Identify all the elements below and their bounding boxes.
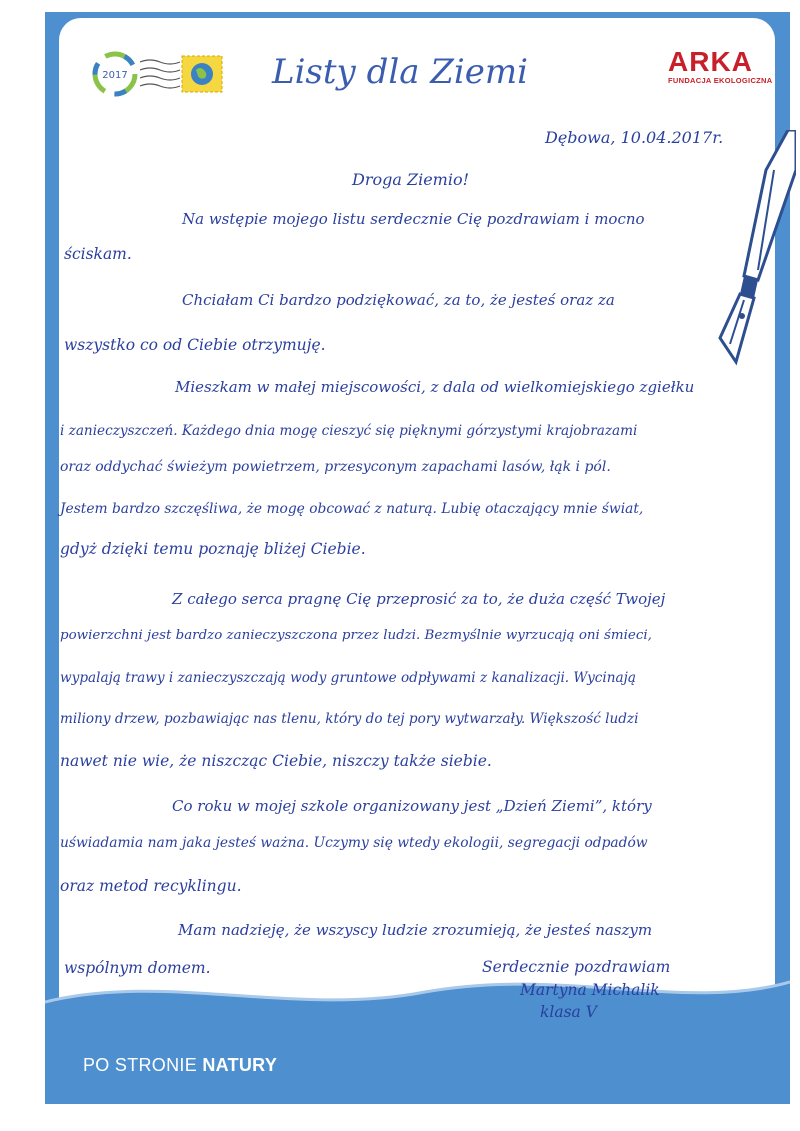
letter-line: wypalają trawy i zanieczyszczają wody gruntowe odpływami z kanalizacji. Wycinają <box>60 670 636 686</box>
letter-line: uświadamia nam jaka jesteś ważna. Uczymy się wtedy ekologii, segregacji odpadów <box>60 835 648 851</box>
letter-line: powierzchni jest bardzo zanieczyszczona przez ludzi. Bezmyślnie wyrzucają oni śmieci, <box>60 628 652 643</box>
letter-title: Listy dla Ziemi <box>271 52 529 92</box>
salutation: Droga Ziemio! <box>352 170 470 189</box>
letter-line: miliony drzew, pozbawiając nas tlenu, który do tej pory wytwarzały. Większość ludzi <box>60 711 639 727</box>
arka-logo-text: ARKA <box>668 46 753 77</box>
footer-slogan-part1: PO STRONIE <box>83 1055 203 1075</box>
letter-line: gdyż dzięki temu poznaję bliżej Ciebie. <box>60 540 366 558</box>
letter-line: Z całego serca pragnę Cię przeprosić za to, że duża część Twojej <box>172 590 666 608</box>
letter-line: Jestem bardzo szczęśliwa, że mogę obcować z naturą. Lubię otaczający mnie świat, <box>60 501 644 517</box>
footer-slogan-part2: NATURY <box>202 1055 278 1075</box>
letter-line: Na wstępie mojego listu serdecznie Cię pozdrawiam i mocno <box>182 210 645 228</box>
letter-line: oraz metod recyklingu. <box>60 877 242 895</box>
closing: Serdecznie pozdrawiam <box>482 958 671 976</box>
letter-line: Co roku w mojej szkole organizowany jest „Dzień Ziemi”, który <box>172 797 652 815</box>
signature: Martyna Michalik <box>520 981 660 999</box>
letter-line: i zanieczyszczeń. Każdego dnia mogę cieszyć się pięknymi górzystymi krajobrazami <box>60 423 638 439</box>
letter-line: ściskam. <box>64 245 132 263</box>
letter-line: Chciałam Ci bardzo podziękować, za to, że jesteś oraz za <box>182 291 615 309</box>
footer-slogan <box>83 1055 277 1076</box>
letter-line: Mam nadzieję, że wszyscy ludzie zrozumieją, że jesteś naszym <box>178 921 653 939</box>
letter-line: Mieszkam w małej miejscowości, z dala od wielkomiejskiego zgiełku <box>175 378 695 396</box>
letter-line: wspólnym domem. <box>64 959 211 977</box>
letter-line: nawet nie wie, że niszcząc Ciebie, niszczy także siebie. <box>60 752 492 770</box>
arka-logo-subtitle: FUNDACJA EKOLOGICZNA <box>668 76 773 85</box>
letter-line: wszystko co od Ciebie otrzymuję. <box>64 336 326 354</box>
place-date: Dębowa, 10.04.2017r. <box>545 128 724 147</box>
letter-line: oraz oddychać świeżym powietrzem, przesyconym zapachami lasów, łąk i pól. <box>60 459 611 475</box>
class-label: klasa V <box>540 1003 597 1021</box>
arka-foundation-logo <box>668 48 772 85</box>
stamp-year: 2017 <box>102 70 128 81</box>
fountain-pen-illustration <box>696 130 796 370</box>
